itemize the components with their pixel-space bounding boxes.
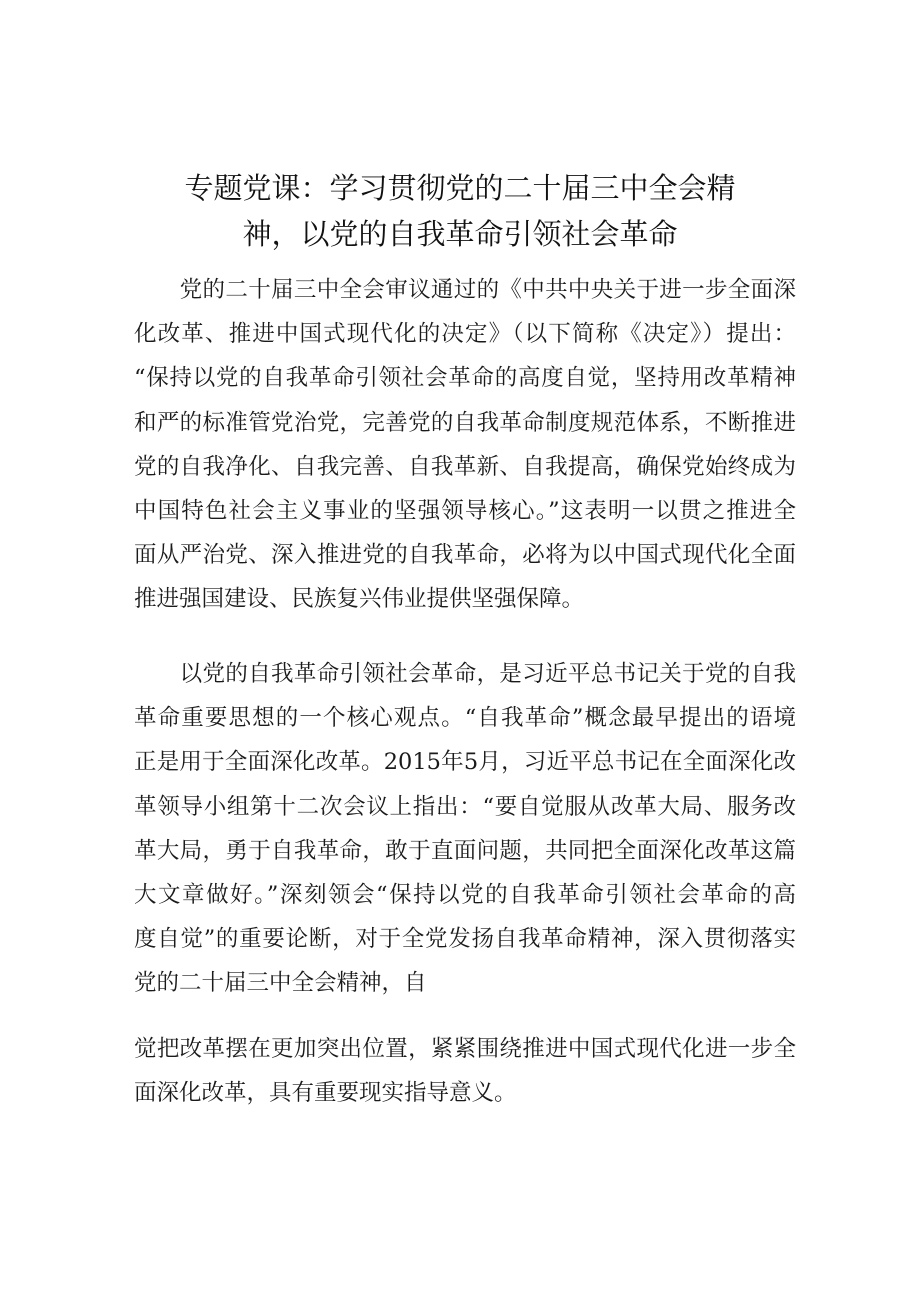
paragraph-line: 党的二十届三中全会审议通过的《中共中央关于进一步全面深 — [134, 277, 796, 303]
paragraph-line: 以党的自我革命引领社会革命，是习近平总书记关于党的自我 — [134, 661, 796, 687]
paragraph-2 — [134, 652, 796, 1006]
paragraph-line: 党的自我净化、自我完善、自我革新、自我提高，确保党始终成为 — [134, 453, 796, 480]
paragraph-line: 面从严治党、深入推进党的自我革命，必将为以中国式现代化全面 — [134, 542, 796, 569]
paragraph-line: 觉把改革摆在更加突出位置，紧紧围绕推进中国式现代化进一步全 — [134, 1036, 796, 1062]
paragraph-line: 面深化改革，具有重要现实指导意义。 — [134, 1080, 517, 1107]
paragraph-line: 革领导小组第十二次会议上指出：“要自觉服从改革大局、服务改 — [134, 793, 796, 820]
paragraph-line: 革大局，勇于自我革命，敢于直面问题，共同把全面深化改革这篇 — [134, 837, 796, 864]
paragraph-3 — [134, 1027, 796, 1115]
document-title-line-1: 专题党课：学习贯彻党的二十届三中全会精 — [184, 171, 736, 205]
paragraph-line: 大文章做好。”深刻领会“保持以党的自我革命引领社会革命的高 — [134, 881, 796, 908]
paragraph-line: 度自觉”的重要论断，对于全党发扬自我革命精神，深入贯彻落实 — [134, 926, 796, 953]
paragraph-line: 中国特色社会主义事业的坚强领导核心。”这表明一以贯之推进全 — [134, 497, 796, 524]
paragraph-line: 党的二十届三中全会精神，自 — [134, 970, 427, 997]
paragraph-line: 革命重要思想的一个核心观点。“自我革命”概念最早提出的语境 — [134, 705, 796, 732]
paragraph-line: 推进强国建设、民族复兴伟业提供坚强保障。 — [134, 586, 585, 613]
paragraph-line: 正是用于全面深化改革。2015年5月，习近平总书记在全面深化改 — [134, 749, 796, 776]
paragraph-line: 和严的标准管党治党，完善党的自我革命制度规范体系，不断推进 — [134, 409, 796, 436]
paragraph-line: 化改革、推进中国式现代化的决定》（以下简称《决定》）提出： — [134, 321, 796, 348]
paragraph-line: “保持以党的自我革命引领社会革命的高度自觉，坚持用改革精神 — [134, 365, 796, 392]
document-title-line-2: 神，以党的自我革命引领社会革命 — [242, 217, 678, 251]
paragraph-1 — [134, 268, 796, 622]
